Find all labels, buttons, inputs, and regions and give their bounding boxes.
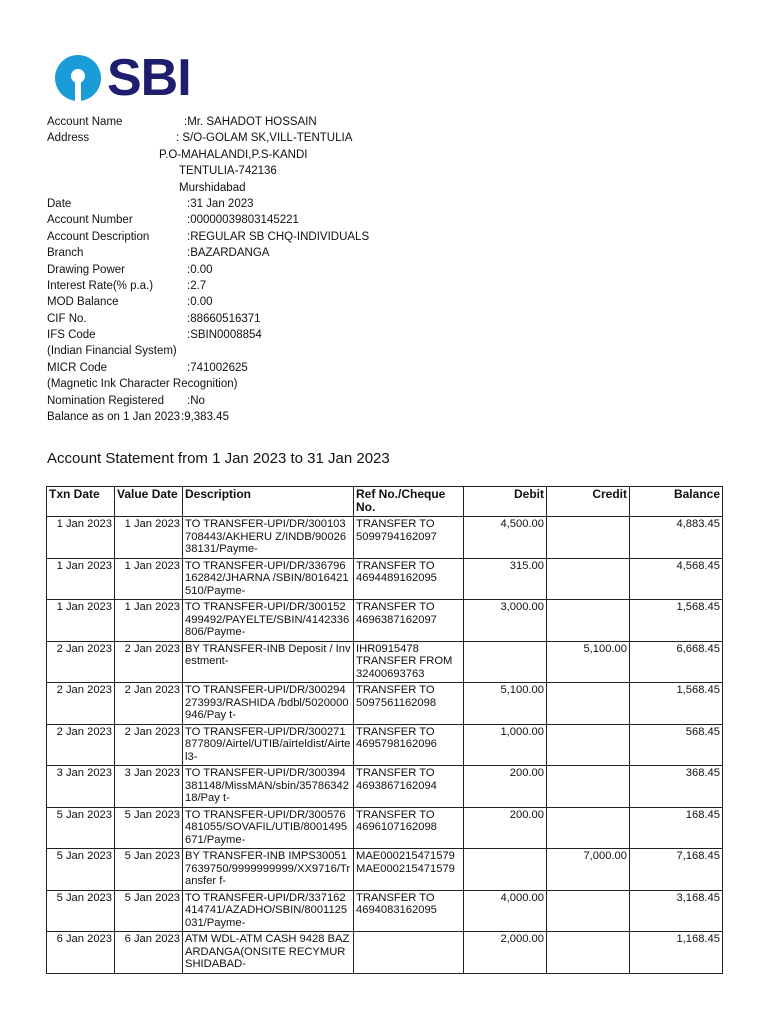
description-cell: TO TRANSFER-UPI/DR/300152499492/PAYELTE/SBIN/4142336806/Payme- <box>183 600 354 642</box>
description-cell: BY TRANSFER-INB Deposit / Investment- <box>183 641 354 683</box>
table-row <box>47 683 723 725</box>
header-txn-date: Txn Date <box>47 487 115 517</box>
debit-cell: 200.00 <box>464 766 547 808</box>
debit-cell: 3,000.00 <box>464 600 547 642</box>
table-row <box>47 807 723 849</box>
header-value-date: Value Date <box>115 487 183 517</box>
credit-cell <box>547 724 630 766</box>
address-line-4: Murshidabad <box>179 181 246 194</box>
micr-label: MICR Code <box>47 361 108 374</box>
debit-cell: 2,000.00 <box>464 932 547 974</box>
value-date-cell: 2 Jan 2023 <box>115 724 183 766</box>
table-row <box>47 600 723 642</box>
txn-date-cell: 5 Jan 2023 <box>47 849 115 891</box>
ref-cell: TRANSFER TO 5097561162098 <box>354 683 464 725</box>
branch-value: :BAZARDANGA <box>187 247 270 260</box>
date-value: :31 Jan 2023 <box>187 197 254 210</box>
mod-balance-value: :0.00 <box>187 296 213 309</box>
ref-cell: TRANSFER TO 4693867162094 <box>354 766 464 808</box>
balance-cell: 3,168.45 <box>630 890 723 932</box>
credit-cell <box>547 683 630 725</box>
debit-cell: 200.00 <box>464 807 547 849</box>
cif-label: CIF No. <box>47 312 87 325</box>
credit-cell <box>547 600 630 642</box>
description-cell: TO TRANSFER-UPI/DR/300271877809/Airtel/UTIB/airteldist/Airtel3- <box>183 724 354 766</box>
ref-cell: TRANSFER TO 4696107162098 <box>354 807 464 849</box>
balance-cell: 7,168.45 <box>630 849 723 891</box>
sbi-logo <box>55 49 191 107</box>
table-row <box>47 517 723 559</box>
balance-cell: 4,568.45 <box>630 558 723 600</box>
branch-label: Branch <box>47 247 84 260</box>
value-date-cell: 6 Jan 2023 <box>115 932 183 974</box>
debit-cell: 5,100.00 <box>464 683 547 725</box>
opening-balance-value: :9,383.45 <box>181 411 229 424</box>
account-name-value: :Mr. SAHADOT HOSSAIN <box>184 116 317 128</box>
header-description: Description <box>183 487 354 517</box>
transactions-body <box>47 517 723 974</box>
table-row <box>47 890 723 932</box>
debit-cell: 4,500.00 <box>464 517 547 559</box>
account-number-value: :00000039803145221 <box>187 214 299 227</box>
value-date-cell: 2 Jan 2023 <box>115 641 183 683</box>
ifs-label: IFS Code <box>47 329 96 342</box>
txn-date-cell: 2 Jan 2023 <box>47 641 115 683</box>
value-date-cell: 1 Jan 2023 <box>115 517 183 559</box>
description-cell: BY TRANSFER-INB IMPS300517639750/9999999999/XX9716/Transfer f- <box>183 849 354 891</box>
value-date-cell: 5 Jan 2023 <box>115 890 183 932</box>
value-date-cell: 5 Jan 2023 <box>115 807 183 849</box>
value-date-cell: 1 Jan 2023 <box>115 600 183 642</box>
value-date-cell: 1 Jan 2023 <box>115 558 183 600</box>
account-number-label: Account Number <box>47 214 133 227</box>
description-cell: TO TRANSFER-UPI/DR/336796162842/JHARNA /SBIN/8016421510/Payme- <box>183 558 354 600</box>
debit-cell: 4,000.00 <box>464 890 547 932</box>
table-header-row <box>47 487 723 517</box>
mod-balance-label: MOD Balance <box>47 296 119 309</box>
header-balance: Balance <box>630 487 723 517</box>
drawing-power-label: Drawing Power <box>47 263 125 276</box>
txn-date-cell: 2 Jan 2023 <box>47 724 115 766</box>
drawing-power-value: :0.00 <box>187 263 213 276</box>
address-line-1: : S/O-GOLAM SK,VILL-TENTULIA <box>176 132 353 145</box>
interest-rate-label: Interest Rate(% p.a.) <box>47 279 154 292</box>
statement-title: Account Statement from 1 Jan 2023 to 31 Jan 2023 <box>47 450 390 467</box>
sbi-keyhole-icon <box>55 55 101 101</box>
address-line-3: TENTULIA-742136 <box>179 165 277 178</box>
credit-cell <box>547 766 630 808</box>
txn-date-cell: 1 Jan 2023 <box>47 600 115 642</box>
debit-cell: 315.00 <box>464 558 547 600</box>
interest-rate-value: :2.7 <box>187 279 207 292</box>
header-ref: Ref No./Cheque No. <box>354 487 464 517</box>
description-cell: TO TRANSFER-UPI/DR/337162414741/AZADHO/SBIN/8001125031/Payme- <box>183 890 354 932</box>
opening-balance-label: Balance as on 1 Jan 2023 <box>47 411 180 424</box>
credit-cell <box>547 517 630 559</box>
micr-value: :741002625 <box>187 361 248 374</box>
debit-cell <box>464 641 547 683</box>
sbi-logo-text: SBI <box>107 49 191 107</box>
balance-cell: 1,568.45 <box>630 600 723 642</box>
ifs-value: :SBIN0008854 <box>187 329 262 342</box>
table-row <box>47 558 723 600</box>
value-date-cell: 3 Jan 2023 <box>115 766 183 808</box>
header-debit: Debit <box>464 487 547 517</box>
txn-date-cell: 1 Jan 2023 <box>47 517 115 559</box>
txn-date-cell: 1 Jan 2023 <box>47 558 115 600</box>
credit-cell <box>547 890 630 932</box>
balance-cell: 1,168.45 <box>630 932 723 974</box>
ref-cell: TRANSFER TO 4696387162097 <box>354 600 464 642</box>
table-row <box>47 724 723 766</box>
nomination-label: Nomination Registered <box>47 394 164 407</box>
credit-cell: 5,100.00 <box>547 641 630 683</box>
balance-cell: 568.45 <box>630 724 723 766</box>
account-description-label: Account Description <box>47 230 150 243</box>
ifs-note: (Indian Financial System) <box>47 345 177 358</box>
txn-date-cell: 6 Jan 2023 <box>47 932 115 974</box>
header-credit: Credit <box>547 487 630 517</box>
description-cell: TO TRANSFER-UPI/DR/300103708443/AKHERU Z/INDB/9002638131/Payme- <box>183 517 354 559</box>
ref-cell: TRANSFER TO 4694083162095 <box>354 890 464 932</box>
ref-cell: TRANSFER TO 5099794162097 <box>354 517 464 559</box>
ref-cell: TRANSFER TO 4694489162095 <box>354 558 464 600</box>
account-description-value: :REGULAR SB CHQ-INDIVIDUALS <box>187 230 370 243</box>
description-cell: ATM WDL-ATM CASH 9428 BAZARDANGA(ONSITE RECYMURSHIDABAD- <box>183 932 354 974</box>
balance-cell: 6,668.45 <box>630 641 723 683</box>
table-row <box>47 849 723 891</box>
transactions-table <box>46 486 723 974</box>
txn-date-cell: 2 Jan 2023 <box>47 683 115 725</box>
cif-value: :88660516371 <box>187 312 261 325</box>
balance-cell: 168.45 <box>630 807 723 849</box>
description-cell: TO TRANSFER-UPI/DR/300576481055/SOVAFIL/UTIB/8001495671/Payme- <box>183 807 354 849</box>
credit-cell <box>547 807 630 849</box>
ref-cell <box>354 932 464 974</box>
ref-cell: MAE000215471579 MAE000215471579 <box>354 849 464 891</box>
txn-date-cell: 3 Jan 2023 <box>47 766 115 808</box>
table-row <box>47 641 723 683</box>
ref-cell: IHR0915478 TRANSFER FROM 32400693763 <box>354 641 464 683</box>
value-date-cell: 2 Jan 2023 <box>115 683 183 725</box>
address-label: Address <box>47 132 90 145</box>
micr-note: (Magnetic Ink Character Recognition) <box>47 378 238 391</box>
ref-cell: TRANSFER TO 4695798162096 <box>354 724 464 766</box>
account-name-label: Account Name <box>47 116 123 128</box>
credit-cell: 7,000.00 <box>547 849 630 891</box>
date-label: Date <box>47 197 72 210</box>
debit-cell: 1,000.00 <box>464 724 547 766</box>
address-line-2: P.O-MAHALANDI,P.S-KANDI <box>159 148 308 161</box>
balance-cell: 368.45 <box>630 766 723 808</box>
table-row <box>47 766 723 808</box>
description-cell: TO TRANSFER-UPI/DR/300394381148/MissMAN/sbin/3578634218/Pay t- <box>183 766 354 808</box>
credit-cell <box>547 558 630 600</box>
balance-cell: 4,883.45 <box>630 517 723 559</box>
description-cell: TO TRANSFER-UPI/DR/300294273993/RASHIDA /bdbl/5020000946/Pay t- <box>183 683 354 725</box>
debit-cell <box>464 849 547 891</box>
txn-date-cell: 5 Jan 2023 <box>47 890 115 932</box>
nomination-value: :No <box>187 394 205 407</box>
table-row <box>47 932 723 974</box>
txn-date-cell: 5 Jan 2023 <box>47 807 115 849</box>
balance-cell: 1,568.45 <box>630 683 723 725</box>
value-date-cell: 5 Jan 2023 <box>115 849 183 891</box>
credit-cell <box>547 932 630 974</box>
